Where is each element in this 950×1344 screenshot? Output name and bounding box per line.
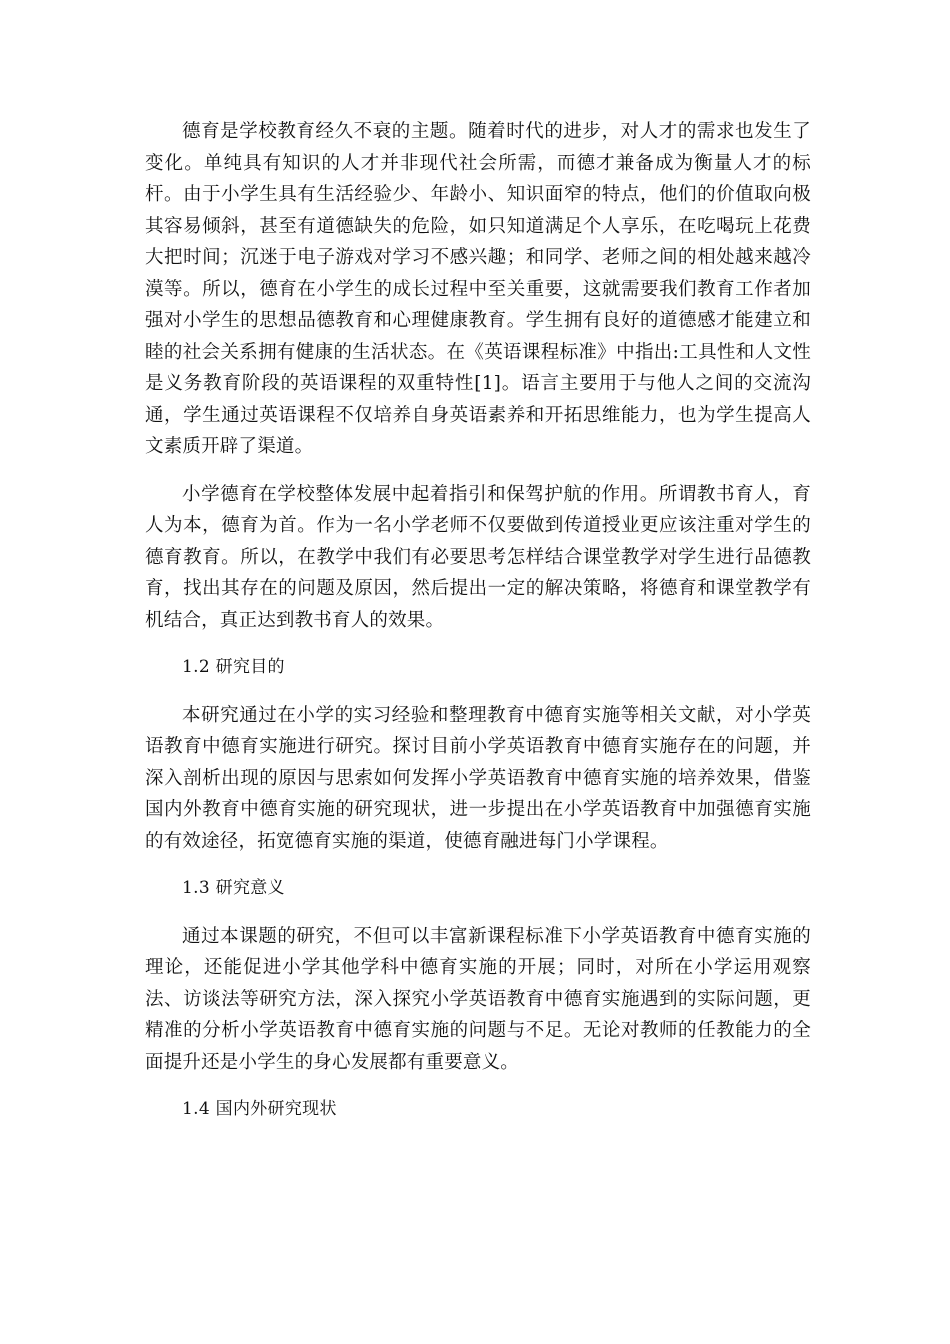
document-page — [145, 116, 811, 1126]
paragraph-moral-education-role: 小学德育在学校整体发展中起着指引和保驾护航的作用。所谓教书育人，育人为本，德育为首。作为一名小学老师不仅要做到传道授业更应该注重对学生的德育教育。所以，在教学中我们有必要思考怎样结合课堂教学对学生进行品德教育，找出其存在的问题及原因，然后提出一定的解决策略，将德育和课堂教学有机结合，真正达到教书育人的效果。 — [145, 483, 811, 631]
paragraph-research-significance: 通过本课题的研究，不但可以丰富新课程标准下小学英语教育中德育实施的理论，还能促进小学其他学科中德育实施的开展；同时，对所在小学运用观察法、访谈法等研究方法，深入探究小学英语教育中德育实施遇到的实际问题，更精准的分析小学英语教育中德育实施的问题与不足。无论对教师的任教能力的全面提升还是小学生的身心发展都有重要意义。 — [145, 925, 811, 1073]
section-heading-research-purpose: 1.2 研究目的 — [182, 657, 285, 677]
paragraph-moral-education-theme: 德育是学校教育经久不衰的主题。随着时代的进步，对人才的需求也发生了变化。单纯具有知识的人才并非现代社会所需，而德才兼备成为衡量人才的标杆。由于小学生具有生活经验少、年龄小、知识面窄的特点，他们的价值取向极其容易倾斜，甚至有道德缺失的危险，如只知道满足个人享乐，在吃喝玩上花费大把时间；沉迷于电子游戏对学习不感兴趣；和同学、老师之间的相处越来越冷漠等。所以，德育在小学生的成长过程中至关重要，这就需要我们教育工作者加强对小学生的思想品德教育和心理健康教育。学生拥有良好的道德感才能建立和睦的社会关系拥有健康的生活状态。在《英语课程标准》中指出:工具性和人文性是义务教育阶段的英语课程的双重特性[1]。语言主要用于与他人之间的交流沟通，学生通过英语课程不仅培养自身英语素养和开拓思维能力，也为学生提高人文素质开辟了渠道。 — [145, 121, 811, 457]
section-heading-research-significance: 1.3 研究意义 — [182, 878, 285, 898]
paragraph-research-purpose: 本研究通过在小学的实习经验和整理教育中德育实施等相关文献，对小学英语教育中德育实施进行研究。探讨目前小学英语教育中德育实施存在的问题，并深入剖析出现的原因与思索如何发挥小学英语教育中德育实施的培养效果，借鉴国内外教育中德育实施的研究现状，进一步提出在小学英语教育中加强德育实施的有效途径，拓宽德育实施的渠道，使德育融进每门小学课程。 — [145, 704, 811, 852]
section-heading-research-status: 1.4 国内外研究现状 — [182, 1099, 337, 1119]
